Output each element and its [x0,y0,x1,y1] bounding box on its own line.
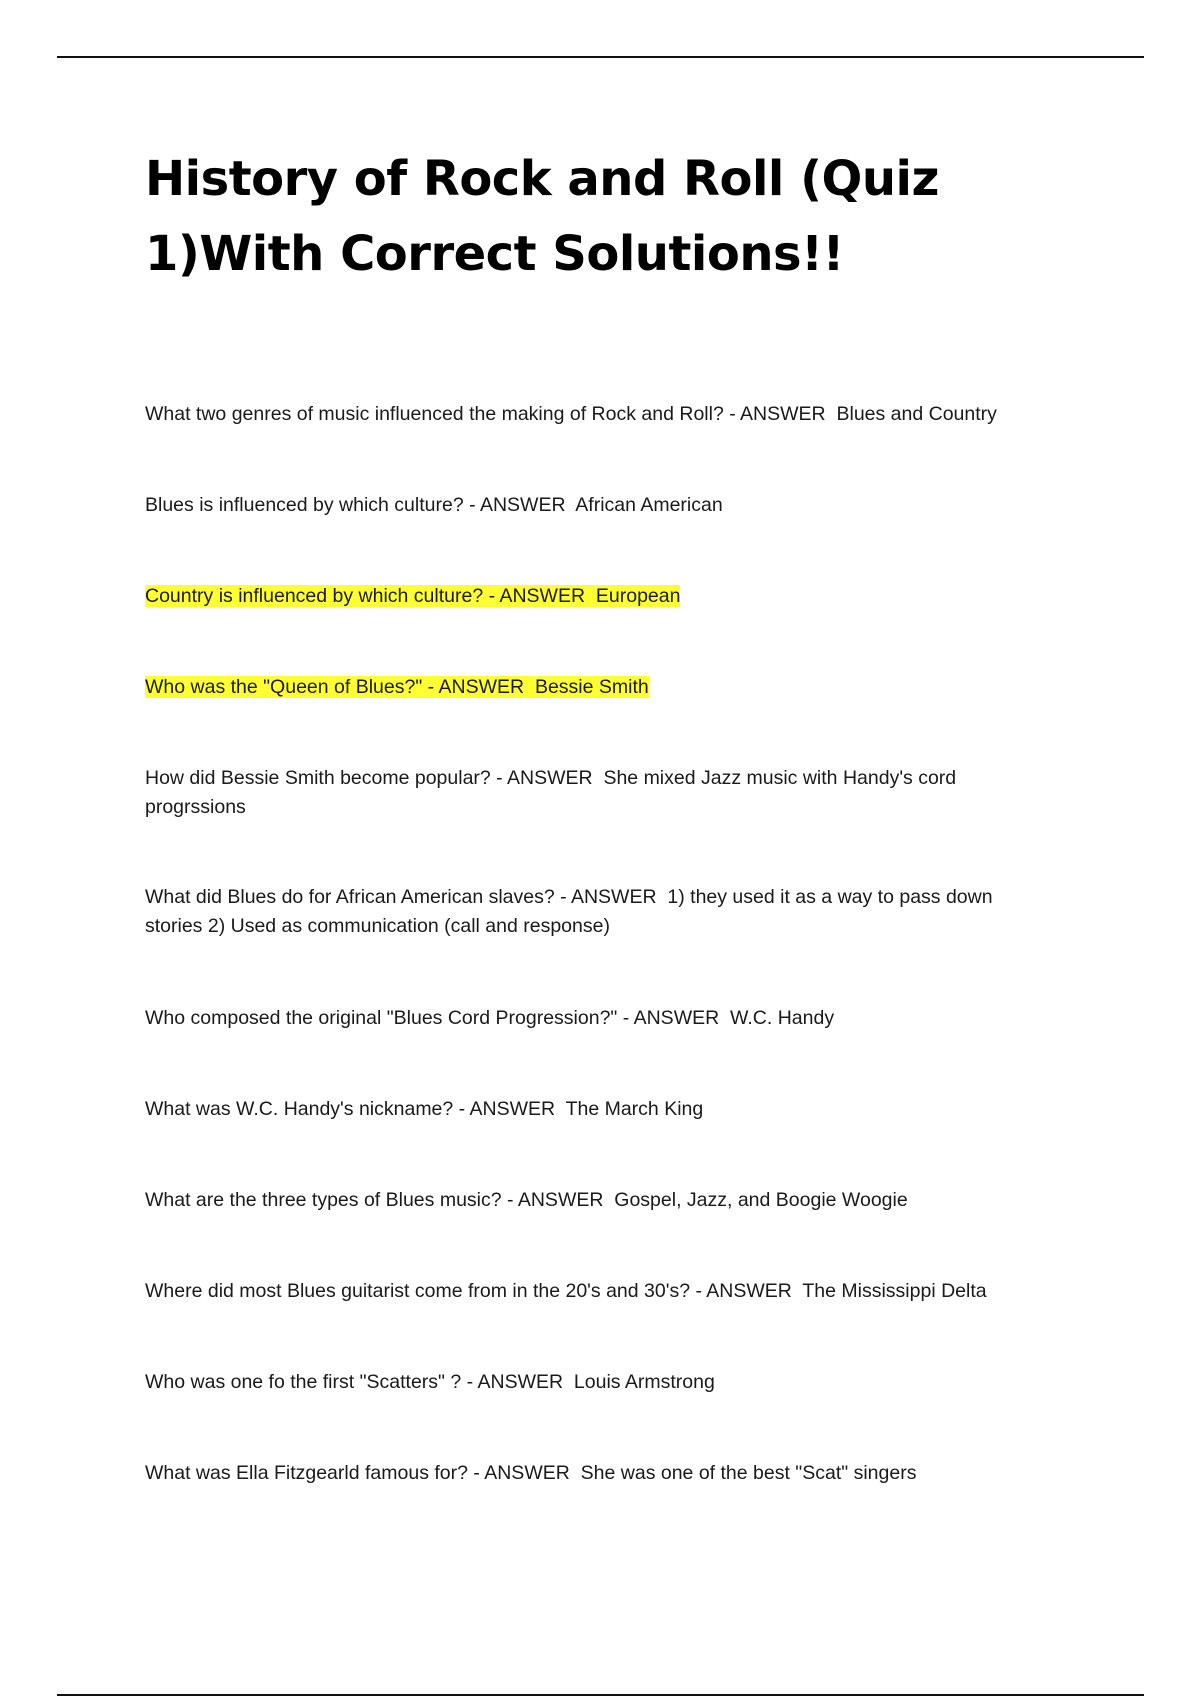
qa-item-highlighted [145,582,1045,611]
answer-text: She mixed Jazz music with Handy's cord progrssions [145,767,957,818]
question-text: What was Ella Fitzgearld famous for? [145,1462,468,1484]
qa-text [145,585,680,607]
answer-text: She was one of the best "Scat" singers [580,1462,917,1484]
answer-separator: - ANSWER [453,1098,566,1120]
answer-separator: - ANSWER [422,676,535,698]
qa-text [145,767,956,818]
answer-text: European [595,585,681,607]
answer-separator: - ANSWER [554,886,668,908]
question-text: Blues is influenced by which culture? [145,494,464,516]
qa-item [145,764,1045,822]
qa-text [145,886,993,937]
answer-text: Bessie Smith [534,676,649,698]
answer-text: The Mississippi Delta [802,1280,987,1302]
question-text: What two genres of music influenced the making of Rock and Roll? [145,403,724,425]
question-text: How did Bessie Smith become popular? [145,767,491,789]
question-text: Who composed the original "Blues Cord Progression?" [145,1007,618,1029]
question-text: Who was one fo the first "Scatters" ? [145,1371,462,1393]
answer-separator: - ANSWER [483,585,596,607]
qa-item [145,1004,1045,1033]
question-text: What are the three types of Blues music? [145,1189,502,1211]
answer-separator: - ANSWER [617,1007,731,1029]
question-text: What did Blues do for African American slaves? [145,886,555,908]
answer-text: 1) they used it as a way to pass down stories 2) Used as communication (call and response) [145,886,993,937]
answer-separator: - ANSWER [461,1371,574,1393]
answer-separator: - ANSWER [490,767,604,789]
qa-item [145,883,1045,941]
qa-item [145,1186,1045,1215]
qa-item [145,1459,1045,1488]
qa-item [145,1095,1045,1124]
qa-text [145,1371,715,1393]
answer-text: The March King [565,1098,704,1120]
answer-separator: - ANSWER [501,1189,615,1211]
bottom-divider [57,1694,1144,1696]
question-text: Where did most Blues guitarist come from in the 20's and 30's? [145,1280,691,1302]
qa-text [145,1462,916,1484]
top-divider [57,56,1144,58]
answer-text: Gospel, Jazz, and Boogie Woogie [614,1189,908,1211]
question-text: Country is influenced by which culture? [145,585,484,607]
answer-separator: - ANSWER [463,494,576,516]
page-title: History of Rock and Roll (Quiz 1)With Correct Solutions!! [145,151,939,282]
qa-text [145,403,997,425]
answer-text: African American [575,494,723,516]
qa-item [145,1277,1045,1306]
answer-separator: - ANSWER [467,1462,581,1484]
qa-text [145,494,723,516]
qa-text [145,676,649,698]
answer-separator: - ANSWER [723,403,837,425]
question-text: What was W.C. Handy's nickname? [145,1098,454,1120]
qa-item [145,1368,1045,1397]
qa-item-highlighted [145,673,1045,702]
qa-text [145,1280,987,1302]
answer-text: Louis Armstrong [573,1371,715,1393]
answer-text: W.C. Handy [730,1007,835,1029]
question-text: Who was the "Queen of Blues?" [145,676,423,698]
qa-text [145,1189,908,1211]
qa-text [145,1098,703,1120]
qa-item [145,491,1045,520]
qa-text [145,1007,834,1029]
answer-separator: - ANSWER [690,1280,803,1302]
qa-item [145,400,1045,429]
answer-text: Blues and Country [836,403,997,425]
